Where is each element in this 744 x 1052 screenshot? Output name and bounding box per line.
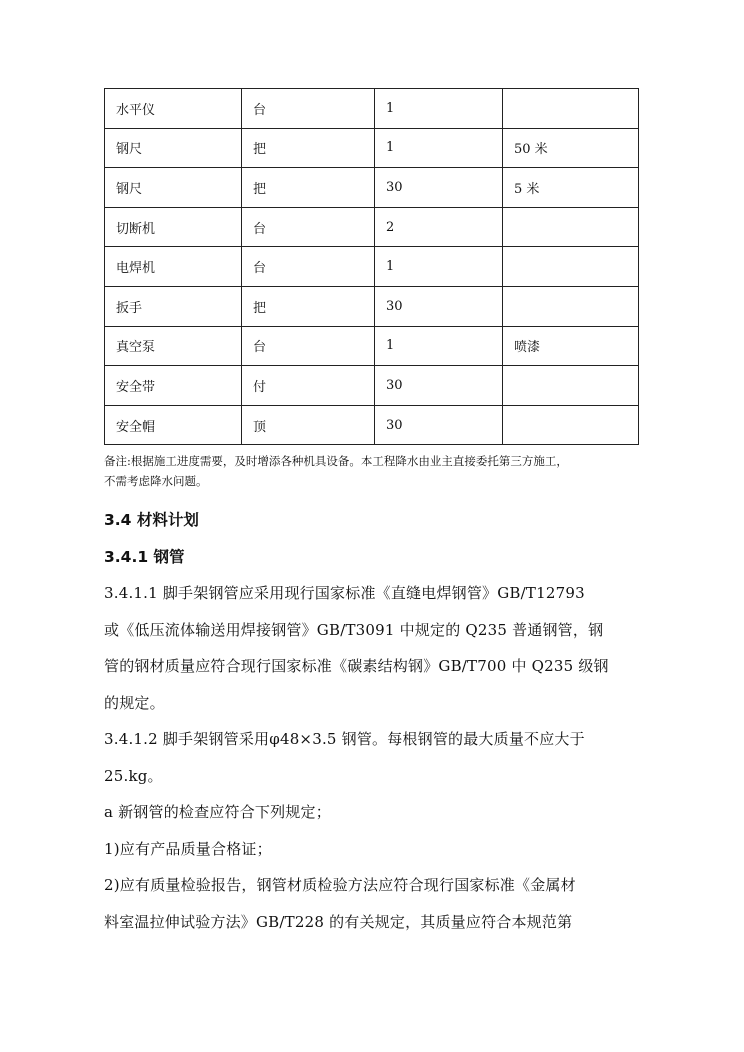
table-cell: 30 bbox=[375, 168, 503, 208]
table-cell: 把 bbox=[242, 168, 375, 208]
table-cell bbox=[503, 286, 639, 326]
table-cell: 安全帽 bbox=[105, 405, 242, 445]
paragraph-3-4-1-1-line-2: 或《低压流体输送用焊接钢管》GB/T3091 中规定的 Q235 普通钢管，钢 bbox=[104, 620, 604, 639]
table-cell: 顶 bbox=[242, 405, 375, 445]
paragraph-3-4-1-1-line-4: 的规定。 bbox=[104, 693, 165, 712]
note-line-1: 备注:根据施工进度需要，及时增添各种机具设备。本工程降水由业主直接委托第三方施工， bbox=[104, 454, 568, 468]
paragraph-3-4-1-2-line-1: 3.4.1.2 脚手架钢管采用φ48×3.5 钢管。每根钢管的最大质量不应大于 bbox=[104, 730, 585, 748]
table-row bbox=[105, 89, 639, 129]
table-cell: 台 bbox=[242, 89, 375, 129]
table-cell: 电焊机 bbox=[105, 247, 242, 287]
table-cell: 1 bbox=[375, 326, 503, 366]
table-cell: 钢尺 bbox=[105, 128, 242, 168]
section-heading-3-4-1: 3.4.1 钢管 bbox=[104, 548, 185, 566]
table-cell: 台 bbox=[242, 326, 375, 366]
table-cell: 1 bbox=[375, 247, 503, 287]
table-cell bbox=[503, 207, 639, 247]
table-cell bbox=[503, 247, 639, 287]
paragraph-3-4-1-2-line-2: 25.kg。 bbox=[104, 766, 163, 785]
table-cell: 1 bbox=[375, 128, 503, 168]
table-cell: 付 bbox=[242, 366, 375, 406]
paragraph-a: a 新钢管的检查应符合下列规定； bbox=[104, 803, 331, 821]
table-cell: 30 bbox=[375, 286, 503, 326]
table-cell: 喷漆 bbox=[503, 326, 639, 366]
table-row bbox=[105, 405, 639, 445]
paragraph-item-1: 1)应有产品质量合格证； bbox=[104, 839, 272, 858]
paragraph-3-4-1-1-line-3: 管的钢材质量应符合现行国家标准《碳素结构钢》GB/T700 中 Q235 级钢 bbox=[104, 657, 609, 675]
table-cell: 把 bbox=[242, 128, 375, 168]
table-cell: 50 米 bbox=[503, 128, 639, 168]
table-row bbox=[105, 168, 639, 208]
note-line-2: 不需考虑降水问题。 bbox=[104, 474, 208, 488]
table-row bbox=[105, 128, 639, 168]
table-cell: 钢尺 bbox=[105, 168, 242, 208]
equipment-table bbox=[104, 88, 639, 445]
table-cell: 切断机 bbox=[105, 207, 242, 247]
table-cell: 真空泵 bbox=[105, 326, 242, 366]
body-text bbox=[104, 575, 640, 940]
table-cell: 台 bbox=[242, 207, 375, 247]
table-cell: 30 bbox=[375, 405, 503, 445]
section-heading-3-4: 3.4 材料计划 bbox=[104, 511, 199, 529]
paragraph-item-2-line-2: 料室温拉伸试验方法》GB/T228 的有关规定，其质量应符合本规范第 bbox=[104, 912, 573, 931]
table-cell: 5 米 bbox=[503, 168, 639, 208]
table-cell: 安全带 bbox=[105, 366, 242, 406]
table-cell bbox=[503, 89, 639, 129]
equipment-table-body bbox=[105, 89, 639, 445]
table-row bbox=[105, 286, 639, 326]
table-cell: 把 bbox=[242, 286, 375, 326]
table-row bbox=[105, 247, 639, 287]
table-cell bbox=[503, 405, 639, 445]
paragraph-item-2-line-1: 2)应有质量检验报告，钢管材质检验方法应符合现行国家标准《金属材 bbox=[104, 876, 576, 894]
table-cell: 扳手 bbox=[105, 286, 242, 326]
table-cell: 水平仪 bbox=[105, 89, 242, 129]
table-cell: 1 bbox=[375, 89, 503, 129]
table-row bbox=[105, 207, 639, 247]
table-note bbox=[104, 451, 644, 491]
table-cell bbox=[503, 366, 639, 406]
table-row bbox=[105, 326, 639, 366]
paragraph-3-4-1-1-line-1: 3.4.1.1 脚手架钢管应采用现行国家标准《直缝电焊钢管》GB/T12793 bbox=[104, 584, 585, 602]
table-cell: 2 bbox=[375, 207, 503, 247]
table-row bbox=[105, 366, 639, 406]
table-cell: 30 bbox=[375, 366, 503, 406]
table-cell: 台 bbox=[242, 247, 375, 287]
